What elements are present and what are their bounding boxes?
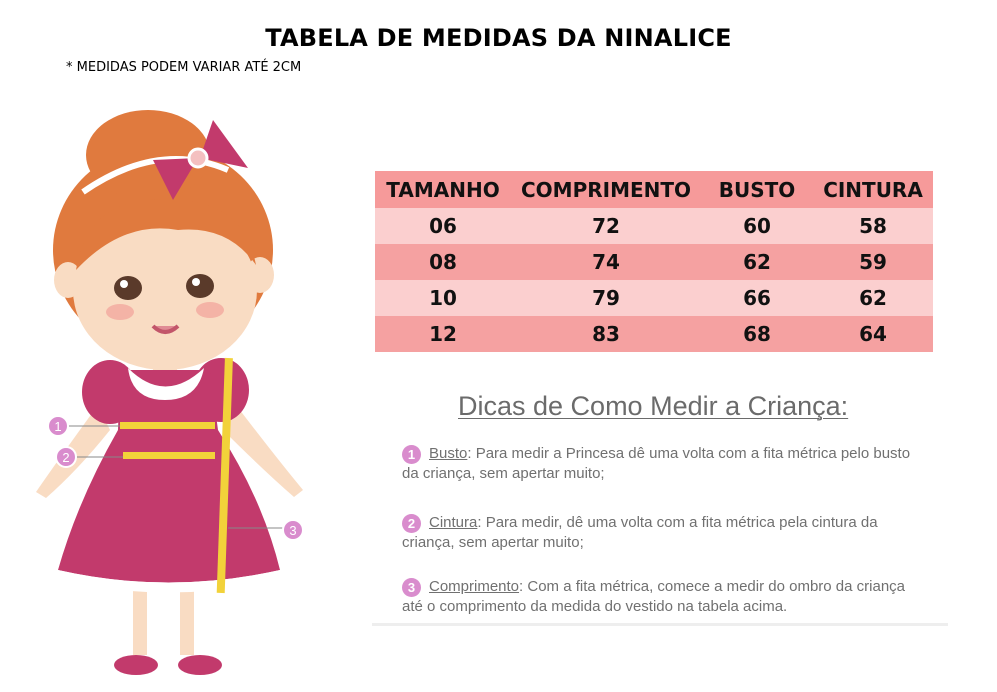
table-row xyxy=(375,244,933,280)
header-tamanho: TAMANHO xyxy=(386,177,500,202)
cell-size: 08 xyxy=(429,250,457,274)
tape-waist xyxy=(123,452,215,459)
tip-item-waist xyxy=(402,513,947,553)
cell-bust: 68 xyxy=(743,322,771,346)
measure-note: * MEDIDAS PODEM VARIAR ATÉ 2CM xyxy=(66,60,302,75)
tip-text: : Para medir a Princesa dê uma volta com a fita métrica pelo busto xyxy=(467,445,911,462)
cell-size: 06 xyxy=(429,214,457,238)
cell-waist: 58 xyxy=(859,214,887,238)
header-busto: BUSTO xyxy=(718,177,796,202)
measuring-tips xyxy=(372,372,948,626)
tip-text: : Com a fita métrica, comece a medir do ombro da criança xyxy=(519,578,906,595)
tip-text-continued: da criança, sem apertar muito; xyxy=(402,465,605,482)
table-row xyxy=(375,316,933,352)
marker-2-label: 2 xyxy=(62,450,70,465)
cell-size: 12 xyxy=(429,322,457,346)
cell-length: 83 xyxy=(592,322,620,346)
cell-length: 72 xyxy=(592,214,620,238)
shoe-left xyxy=(114,655,158,675)
tip-label: Comprimento xyxy=(429,578,520,595)
header-cintura: CINTURA xyxy=(823,177,923,202)
header-comprimento: COMPRIMENTO xyxy=(520,177,692,202)
eye-left xyxy=(114,276,142,300)
tip-item-length xyxy=(402,577,947,617)
bow-knot xyxy=(189,149,207,167)
cell-waist: 64 xyxy=(859,322,887,346)
cell-length: 74 xyxy=(592,250,620,274)
cell-waist: 62 xyxy=(859,286,887,310)
page-title: TABELA DE MEDIDAS DA NINALICE xyxy=(265,24,732,52)
cell-waist: 59 xyxy=(859,250,887,274)
tip-text-continued: até o comprimento da medida do vestido na tabela acima. xyxy=(402,598,788,615)
marker-1-label: 1 xyxy=(54,419,62,434)
table-header-row xyxy=(375,171,933,208)
tip-label: Busto xyxy=(429,445,468,462)
shoe-right xyxy=(178,655,222,675)
table-row xyxy=(375,208,933,244)
cheek-right xyxy=(196,302,224,318)
tip-text: : Para medir, dê uma volta com a fita métrica pela cintura da xyxy=(477,514,878,531)
cell-length: 79 xyxy=(592,286,620,310)
cell-size: 10 xyxy=(429,286,457,310)
mouth xyxy=(153,326,178,332)
girl-illustration xyxy=(28,100,328,690)
tip-number-badge: 3 xyxy=(402,578,421,597)
tip-item-bust xyxy=(402,444,947,484)
eye-right xyxy=(186,274,214,298)
tips-title: Dicas de Como Medir a Criança: xyxy=(458,391,849,421)
cell-bust: 66 xyxy=(743,286,771,310)
tip-label: Cintura xyxy=(429,514,478,531)
tip-number-badge: 2 xyxy=(402,514,421,533)
table-row xyxy=(375,280,933,316)
tape-bust xyxy=(120,422,215,429)
tip-text-continued: criança, sem apertar muito; xyxy=(402,534,584,551)
cell-bust: 62 xyxy=(743,250,771,274)
size-table xyxy=(375,171,933,352)
cell-bust: 60 xyxy=(743,214,771,238)
marker-3-label: 3 xyxy=(289,523,297,538)
cheek-left xyxy=(106,304,134,320)
divider xyxy=(372,623,948,626)
tip-number-badge: 1 xyxy=(402,445,421,464)
